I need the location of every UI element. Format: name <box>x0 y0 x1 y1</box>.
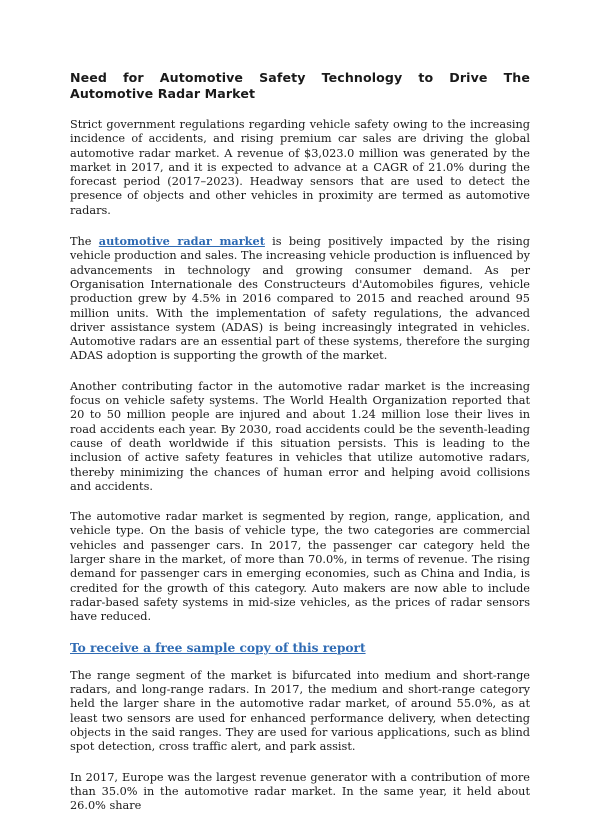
paragraph-segmentation: The automotive radar market is segmented by region, range, application, and vehicle type. On the basis of vehicle type, the two categories are commercial vehicles and passenger cars. In 2017, the passenger car category held the larger share in the market, of more than 70.0%, in terms of revenue. The rising demand for passenger cars in emerging economies, such as China and India, is credited for the growth of this category. Auto makers are now able to include radar-based safety systems in mid-size vehicles, as the prices of radar sensors have reduced. <box>70 510 530 624</box>
paragraph-safety-focus: Another contributing factor in the automotive radar market is the increasing focus on vehicle safety systems. The World Health Organization reported that 20 to 50 million people are injured and about 1.24 million lose their lives in road accidents each year. By 2030, road accidents could be the seventh-leading cause of death worldwide if this situation persists. This is leading to the inclusion of active safety features in vehicles that utilize automotive radars, thereby minimizing the chances of human error and helping avoid collisions and accidents. <box>70 379 530 493</box>
automotive-radar-market-link[interactable]: automotive radar market <box>98 234 265 249</box>
paragraph-range-segment: The range segment of the market is bifurcated into medium and short-range radars, and long-range radars. In 2017, the medium and short-range category held the larger share in the automotive radar market, of around 55.0%, as at least two sensors are used for enhanced performance delivery, when detecting objects in the said ranges. They are used for various applications, such as blind spot detection, cross traffic alert, and park assist. <box>70 668 530 754</box>
free-sample-report-link[interactable]: To receive a free sample copy of this report <box>70 640 366 655</box>
sample-report-paragraph <box>70 641 530 655</box>
paragraph-text: The <box>70 235 99 249</box>
paragraph-regional: In 2017, Europe was the largest revenue generator with a contribution of more than 35.0% in the automotive radar market. In the same year, it held about 26.0% share <box>70 770 530 813</box>
article-title: Need for Automotive Safety Technology to Drive The Automotive Radar Market <box>70 70 530 101</box>
article <box>70 70 530 829</box>
paragraph-intro: Strict government regulations regarding vehicle safety owing to the increasing incidence of accidents, and rising premium car sales are driving the global automotive radar market. A revenue of $3,023.0 million was generated by the market in 2017, and it is expected to advance at a CAGR of 21.0% during the forecast period (2017–2023). Headway sensors that are used to detect the presence of objects and other vehicles in proximity are termed as automotive radars. <box>70 118 530 217</box>
paragraph-market-growth <box>70 234 530 364</box>
paragraph-text: is being positively impacted by the rising vehicle production and sales. The increasing vehicle production is influenced by advancements in technology and growing consumer demand. As per Organisation Internationale des Constructeurs d'Automobiles figures, vehicle production grew by 4.5% in 2016 compared to 2015 and reached around 95 million units. With the implementation of safety regulations, the advanced driver assistance system (ADAS) is being increasingly integrated in vehicles. Automotive radars are an essential part of these systems, therefore the surging ADAS adoption is supporting the growth of the market. <box>70 235 530 363</box>
